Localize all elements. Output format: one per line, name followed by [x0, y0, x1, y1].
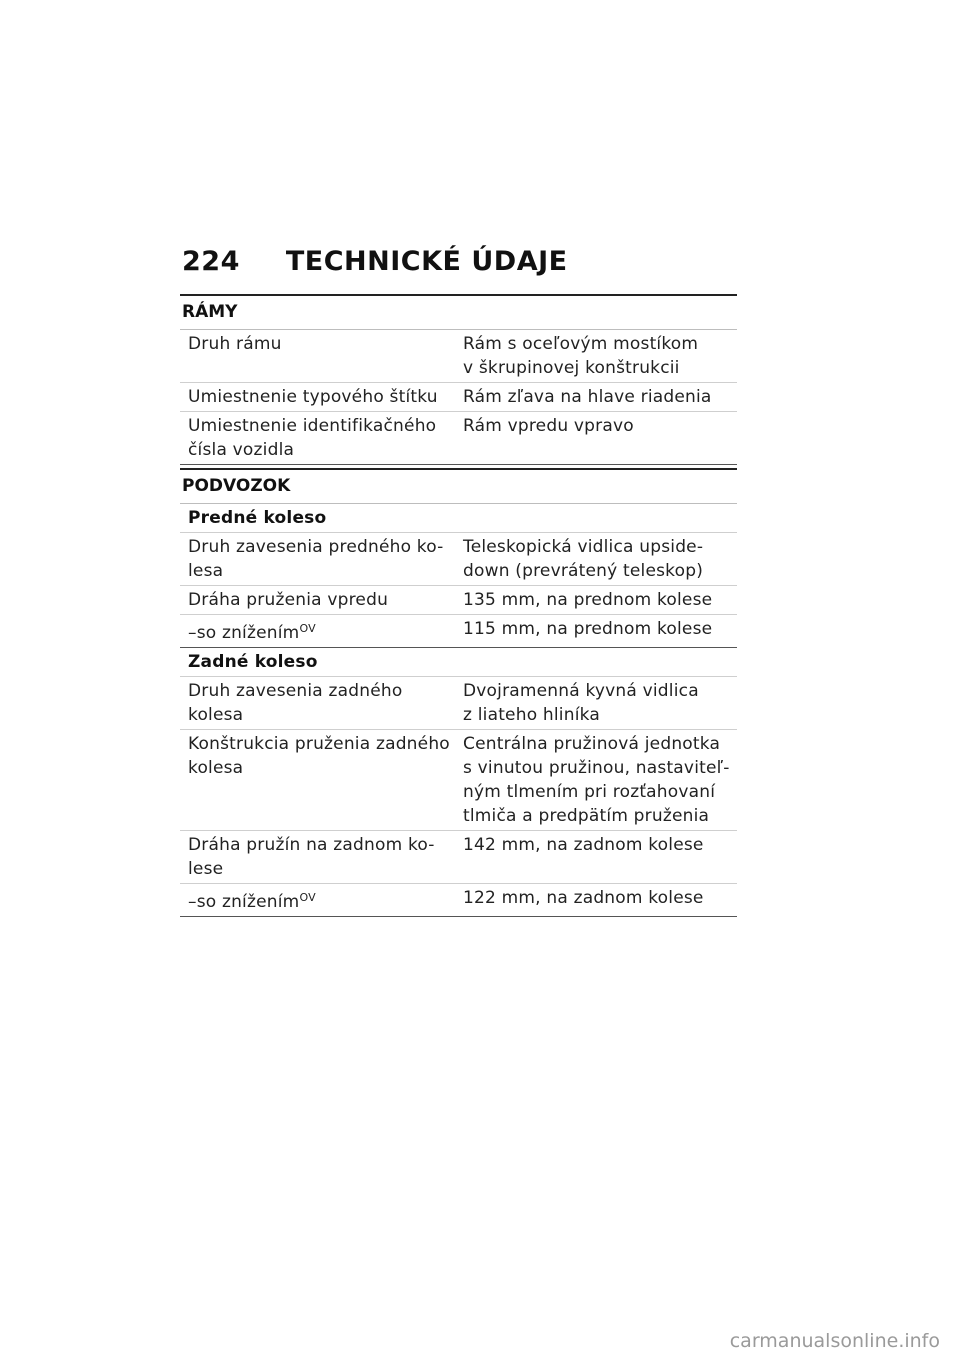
- subsection-row: [180, 648, 737, 677]
- section-podvozok: [180, 468, 737, 917]
- row-value: [457, 831, 737, 884]
- table-row: [180, 586, 737, 615]
- label-text: Dráha pružín na zadnom ko- lese: [188, 835, 435, 879]
- subsection-title-front: Predné koleso: [180, 504, 737, 533]
- label-text: –so znížením: [188, 623, 300, 643]
- row-label: [180, 586, 457, 615]
- table-row: [180, 884, 737, 917]
- value-text: 122 mm, na zadnom kolese: [463, 888, 704, 908]
- row-value: [457, 412, 737, 465]
- label-text: Umiestnenie identifikačného čísla vozidla: [188, 416, 437, 460]
- value-text: Rám zľava na hlave riadenia: [463, 387, 712, 407]
- value-text: Teleskopická vidlica upside- down (prevrátený teleskop): [463, 537, 704, 581]
- value-text: Dvojramenná kyvná vidlica z liateho hliníka: [463, 681, 699, 725]
- label-text: Druh rámu: [188, 334, 282, 354]
- row-label: [180, 615, 457, 648]
- row-value: [457, 884, 737, 917]
- row-label: [180, 330, 457, 383]
- table-row: [180, 412, 737, 465]
- label-text: Konštrukcia pruženia zadného kolesa: [188, 734, 450, 778]
- page-number: 224: [182, 246, 240, 277]
- table-row: [180, 730, 737, 831]
- row-label: [180, 884, 457, 917]
- subsection-row: [180, 504, 737, 533]
- podvozok-table: [180, 504, 737, 917]
- row-value: [457, 730, 737, 831]
- label-text: Druh zavesenia zadného kolesa: [188, 681, 403, 725]
- table-row: [180, 533, 737, 586]
- table-row: [180, 677, 737, 730]
- option-superscript: OV: [299, 622, 316, 635]
- row-label: [180, 730, 457, 831]
- page-header: [182, 246, 568, 277]
- row-label: [180, 831, 457, 884]
- row-value: [457, 533, 737, 586]
- table-row: [180, 330, 737, 383]
- section-ramy: [180, 294, 737, 465]
- row-label: [180, 383, 457, 412]
- value-text: 142 mm, na zadnom kolese: [463, 835, 704, 855]
- ramy-table: [180, 330, 737, 465]
- row-label: [180, 677, 457, 730]
- label-text: Druh zavesenia predného ko- lesa: [188, 537, 444, 581]
- row-label: [180, 412, 457, 465]
- row-value: [457, 330, 737, 383]
- value-text: Rám s oceľovým mostíkom v škrupinovej konštrukcii: [463, 334, 699, 378]
- section-title-podvozok: PODVOZOK: [180, 470, 737, 504]
- row-value: [457, 383, 737, 412]
- table-row: [180, 615, 737, 648]
- watermark: carmanualsonline.info: [729, 1330, 940, 1352]
- option-superscript: OV: [299, 891, 316, 904]
- section-title-ramy: RÁMY: [180, 296, 737, 330]
- row-value: [457, 615, 737, 648]
- value-text: Centrálna pružinová jednotka s vinutou pružinou, nastaviteľ- ným tlmením pri rozťahovaní tlmiča a predpätím pruženia: [463, 734, 730, 826]
- label-text: Umiestnenie typového štítku: [188, 387, 438, 407]
- value-text: 135 mm, na prednom kolese: [463, 590, 713, 610]
- label-text: Dráha pruženia vpredu: [188, 590, 389, 610]
- row-label: [180, 533, 457, 586]
- label-text: –so znížením: [188, 892, 300, 912]
- subsection-title-rear: Zadné koleso: [180, 648, 737, 677]
- value-text: 115 mm, na prednom kolese: [463, 619, 713, 639]
- row-value: [457, 586, 737, 615]
- row-value: [457, 677, 737, 730]
- table-row: [180, 831, 737, 884]
- table-row: [180, 383, 737, 412]
- value-text: Rám vpredu vpravo: [463, 416, 634, 436]
- page-title: TECHNICKÉ ÚDAJE: [285, 246, 568, 277]
